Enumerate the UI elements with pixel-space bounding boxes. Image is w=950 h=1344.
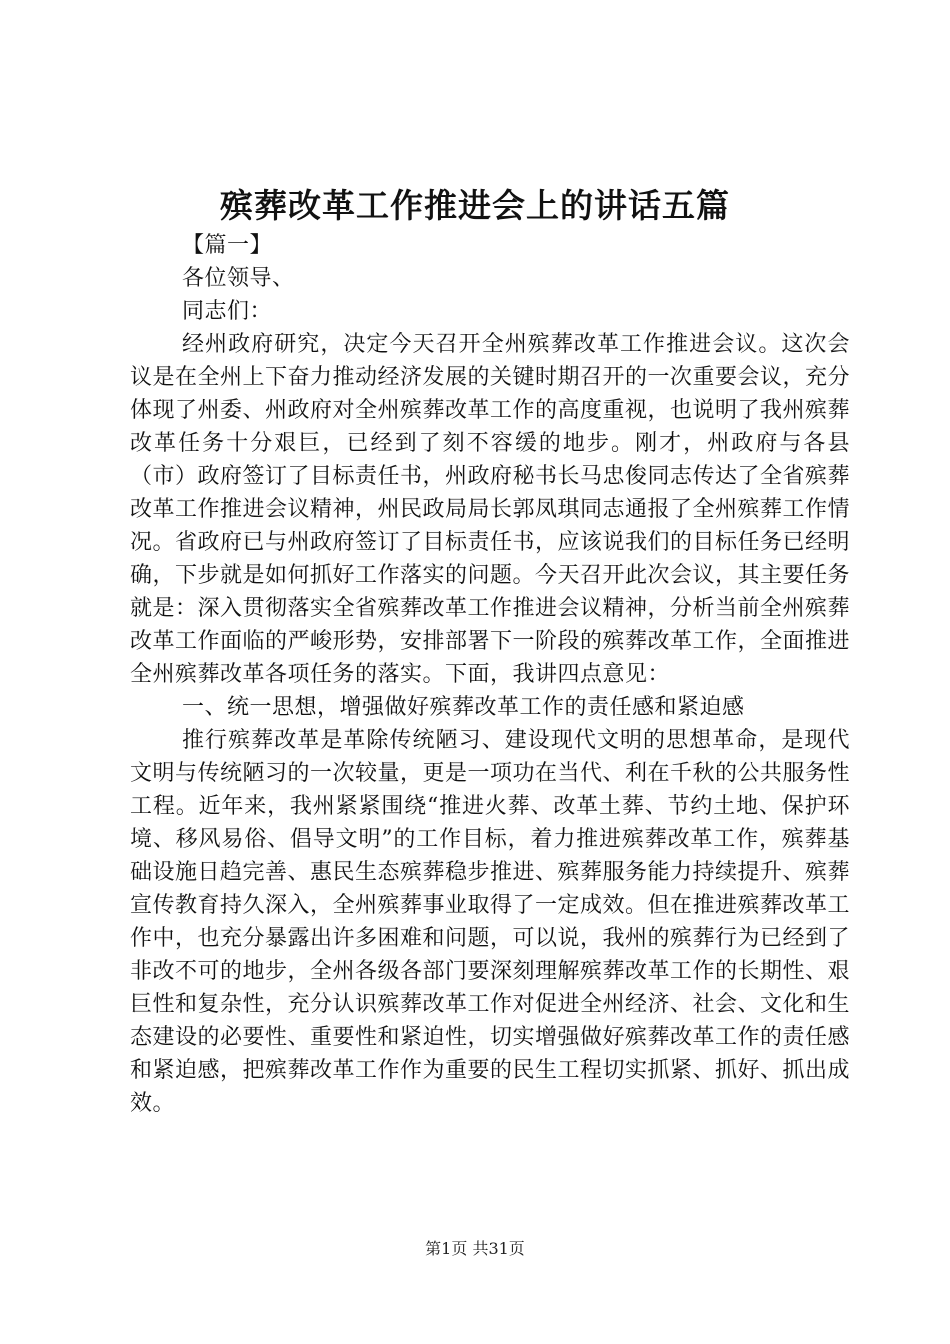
body-paragraph: 推行殡葬改革是革除传统陋习、建设现代文明的思想革命，是现代文明与传统陋习的一次较量，更是一项功在当代、利在千秋的公共服务性工程。近年来，我州紧紧围绕“推进火葬、改革土葬、节约土地、保护环境、移风易俗、倡导文明”的工作目标，着力推进殡葬改革工作，殡葬基础设施日趋完善、惠民生态殡葬稳步推进、殡葬服务能力持续提升、殡葬宣传教育持久深入，全州殡葬事业取得了一定成效。但在推进殡葬改革工作中，也充分暴露出许多困难和问题，可以说，我州的殡葬行为已经到了非改不可的地步，全州各级各部门要深刻理解殡葬改革工作的长期性、艰巨性和复杂性，充分认识殡葬改革工作对促进全州经济、社会、文化和生态建设的必要性、重要性和紧迫性，切实增强做好殡葬改革工作的责任感和紧迫感，把殡葬改革工作作为重要的民生工程切实抓紧、抓好、抓出成效。: [130, 728, 851, 1116]
subsection-heading: 一、统一思想，增强做好殡葬改革工作的责任感和紧迫感: [182, 695, 745, 720]
section-heading-part-one: 【篇一】: [182, 233, 273, 258]
body-paragraph: 经州政府研究，决定今天召开全州殡葬改革工作推进会议。这次会议是在全州上下奋力推动经济发展的关键时期召开的一次重要会议，充分体现了州委、州政府对全州殡葬改革工作的高度重视，也说明了我州殡葬改革任务十分艰巨，已经到了刻不容缓的地步。刚才，州政府与各县（市）政府签订了目标责任书，州政府秘书长马忠俊同志传达了全省殡葬改革工作推进会议精神，州民政局局长郭凤琪同志通报了全州殡葬工作情况。省政府已与州政府签订了目标责任书，应该说我们的目标任务已经明确，下步就是如何抓好工作落实的问题。今天召开此次会议，其主要任务就是：深入贯彻落实全省殡葬改革工作推进会议精神，分析当前全州殡葬改革工作面临的严峻形势，安排部署下一阶段的殡葬改革工作，全面推进全州殡葬改革各项任务的落实。下面，我讲四点意见：: [130, 332, 851, 687]
document-body: [130, 229, 850, 1120]
page-number-footer: 第1页 共31页: [425, 1239, 525, 1258]
salutation-comrades: 同志们：: [182, 299, 273, 324]
salutation-leaders: 各位领导、: [182, 266, 295, 291]
document-title: 殡葬改革工作推进会上的讲话五篇: [220, 186, 730, 225]
